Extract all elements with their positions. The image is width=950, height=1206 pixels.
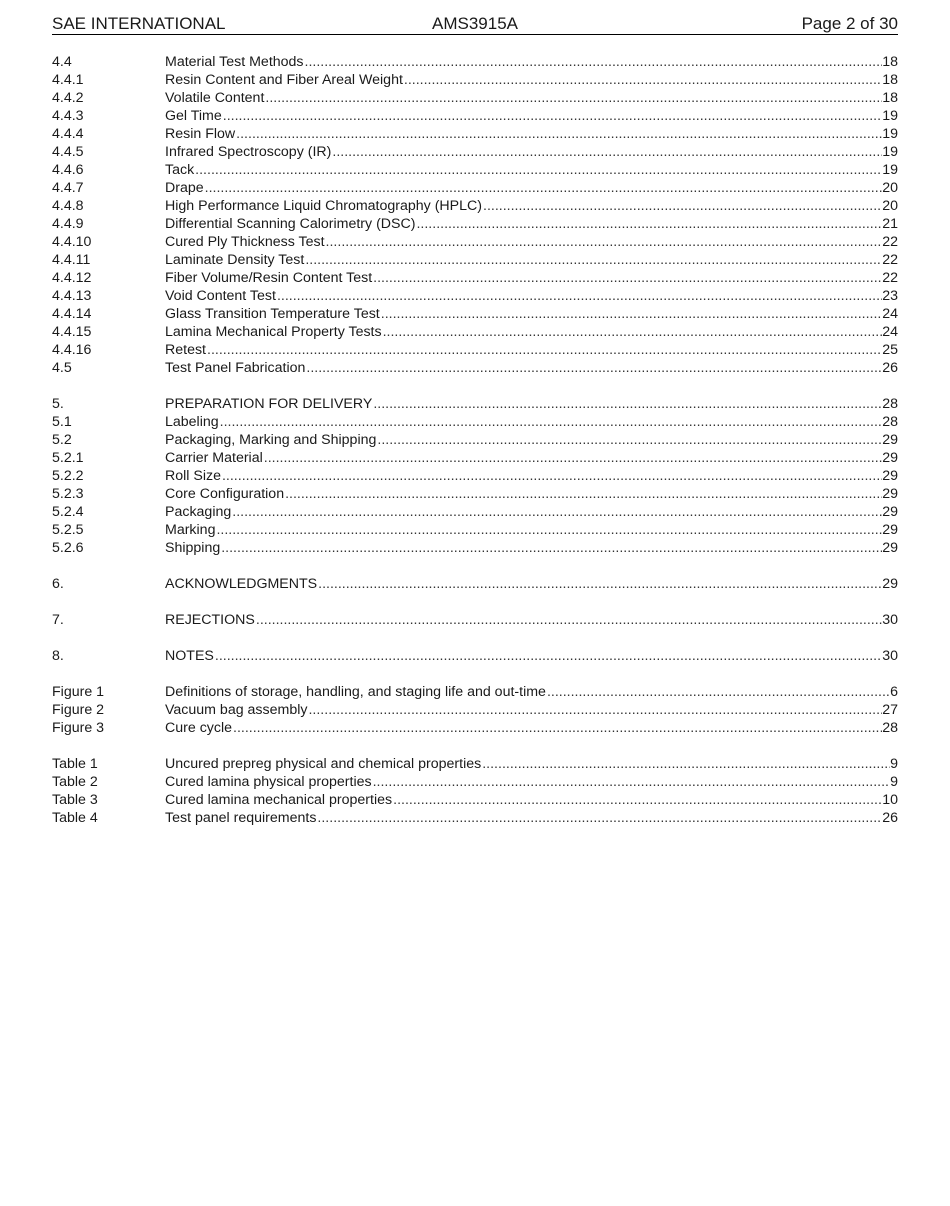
toc-entry-page: 19	[882, 108, 898, 124]
dot-leader	[222, 107, 882, 125]
toc-entry-page: 10	[882, 792, 898, 808]
toc-entry-title: Marking	[165, 522, 216, 538]
toc-entry-number: 5.2.2	[52, 468, 84, 484]
toc-entry-page: 29	[882, 576, 898, 592]
toc-entry[interactable]	[52, 269, 898, 287]
toc-group	[52, 611, 898, 629]
header-org: SAE INTERNATIONAL	[52, 14, 226, 33]
toc-entry-number: Figure 3	[52, 720, 105, 736]
toc-entry-page: 9	[890, 756, 898, 772]
toc-entry[interactable]	[52, 179, 898, 197]
toc-entry-title: Cured lamina mechanical properties	[165, 792, 393, 808]
header-doc-number: AMS3915A	[432, 14, 518, 33]
toc-entry-body	[165, 359, 898, 377]
toc-entry-body	[165, 539, 898, 557]
toc-entry-body	[165, 269, 898, 287]
toc-entry-number: 4.4	[52, 54, 72, 70]
toc-entry-title: Shipping	[165, 540, 221, 556]
toc-entry-page: 30	[882, 612, 898, 628]
dot-leader	[546, 683, 890, 701]
dot-leader	[284, 485, 882, 503]
toc-entry[interactable]	[52, 341, 898, 359]
toc-entry-body	[165, 179, 898, 197]
dot-leader	[317, 575, 882, 593]
toc-entry-title: Differential Scanning Calorimetry (DSC)	[165, 216, 416, 232]
toc-entry-page: 19	[882, 162, 898, 178]
toc-entry-page: 29	[882, 450, 898, 466]
toc-entry-body	[165, 233, 898, 251]
toc-entry[interactable]	[52, 611, 898, 629]
toc-entry-body	[165, 53, 898, 71]
dot-leader	[307, 701, 882, 719]
toc-entry-body	[165, 791, 898, 809]
toc-entry-body	[165, 647, 898, 665]
toc-entry[interactable]	[52, 503, 898, 521]
toc-entry-body	[165, 755, 898, 773]
toc-entry[interactable]	[52, 485, 898, 503]
toc-entry[interactable]	[52, 305, 898, 323]
dot-leader	[305, 359, 882, 377]
toc-entry-page: 30	[882, 648, 898, 664]
toc-entry-page: 25	[882, 342, 898, 358]
toc-entry-title: REJECTIONS	[165, 612, 255, 628]
toc-entry-title: Cured Ply Thickness Test	[165, 234, 325, 250]
toc-entry-number: Table 3	[52, 792, 98, 808]
dot-leader	[276, 287, 882, 305]
toc-entry-body	[165, 395, 898, 413]
dot-leader	[380, 305, 882, 323]
toc-entry-number: 6.	[52, 576, 64, 592]
toc-entry-page: 19	[882, 144, 898, 160]
toc-entry[interactable]	[52, 53, 898, 71]
toc-entry[interactable]	[52, 287, 898, 305]
toc-entry-page: 26	[882, 810, 898, 826]
toc-entry-number: Figure 1	[52, 684, 105, 700]
toc-entry[interactable]	[52, 431, 898, 449]
dot-leader	[232, 719, 882, 737]
dot-leader	[215, 521, 882, 539]
toc-entry-page: 29	[882, 486, 898, 502]
toc-entry-title: Carrier Material	[165, 450, 263, 466]
toc-group	[52, 575, 898, 593]
toc-entry-number: 8.	[52, 648, 64, 664]
toc-entry[interactable]	[52, 215, 898, 233]
toc-entry-number: 4.4.14	[52, 306, 92, 322]
toc-entry-title: Resin Flow	[165, 126, 236, 142]
toc-entry[interactable]	[52, 107, 898, 125]
toc-entry-page: 22	[882, 270, 898, 286]
toc-entry-body	[165, 251, 898, 269]
dot-leader	[206, 341, 882, 359]
toc-entry-body	[165, 323, 898, 341]
toc-entry-body	[165, 413, 898, 431]
toc-entry-body	[165, 467, 898, 485]
toc-group	[52, 683, 898, 737]
dot-leader	[219, 413, 883, 431]
toc-entry-page: 28	[882, 414, 898, 430]
toc-entry-number: 4.4.13	[52, 288, 92, 304]
toc-entry-page: 19	[882, 126, 898, 142]
toc-entry-title: Void Content Test	[165, 288, 276, 304]
toc-entry[interactable]	[52, 71, 898, 89]
page-header	[52, 13, 898, 35]
toc-entry-page: 29	[882, 432, 898, 448]
toc-entry-body	[165, 521, 898, 539]
toc-entry[interactable]	[52, 467, 898, 485]
toc-entry[interactable]	[52, 719, 898, 737]
toc-entry-title: Vacuum bag assembly	[165, 702, 308, 718]
dot-leader	[194, 161, 882, 179]
toc-entry-body	[165, 575, 898, 593]
toc-entry-title: Test panel requirements	[165, 810, 317, 826]
toc-entry-number: Table 2	[52, 774, 98, 790]
toc-entry-number: 4.4.8	[52, 198, 84, 214]
toc-entry-title: Lamina Mechanical Property Tests	[165, 324, 382, 340]
dot-leader	[325, 233, 883, 251]
toc-entry-number: 5.2.1	[52, 450, 84, 466]
toc-group	[52, 53, 898, 377]
toc-entry-title: Definitions of storage, handling, and staging life and out-time	[165, 684, 546, 700]
toc-entry-number: 4.4.12	[52, 270, 92, 286]
toc-entry-body	[165, 305, 898, 323]
toc-entry[interactable]	[52, 197, 898, 215]
toc-entry-number: 5.1	[52, 414, 72, 430]
toc-entry-title: ACKNOWLEDGMENTS	[165, 576, 318, 592]
toc-entry-title: Gel Time	[165, 108, 222, 124]
toc-entry-page: 18	[882, 90, 898, 106]
toc-group	[52, 395, 898, 557]
toc-entry[interactable]	[52, 809, 898, 827]
toc-entry[interactable]	[52, 647, 898, 665]
toc-entry[interactable]	[52, 395, 898, 413]
toc-entry[interactable]	[52, 251, 898, 269]
toc-entry[interactable]	[52, 89, 898, 107]
dot-leader	[372, 269, 882, 287]
toc-entry-body	[165, 143, 898, 161]
toc-entry-title: Volatile Content	[165, 90, 265, 106]
toc-entry[interactable]	[52, 575, 898, 593]
toc-entry-title: Roll Size	[165, 468, 221, 484]
toc-entry-body	[165, 215, 898, 233]
toc-entry-title: Fiber Volume/Resin Content Test	[165, 270, 373, 286]
toc-group	[52, 755, 898, 827]
toc-entry-page: 29	[882, 468, 898, 484]
toc-entry-number: 7.	[52, 612, 64, 628]
dot-leader	[231, 503, 882, 521]
toc-entry-number: Table 1	[52, 756, 98, 772]
toc-entry-page: 20	[882, 198, 898, 214]
toc-entry[interactable]	[52, 701, 898, 719]
toc-entry-body	[165, 341, 898, 359]
toc-entry-body	[165, 683, 898, 701]
dot-leader	[403, 71, 882, 89]
toc-entry-title: High Performance Liquid Chromatography (HPLC)	[165, 198, 482, 214]
toc-entry-page: 28	[882, 720, 898, 736]
dot-leader	[214, 647, 882, 665]
toc-entry-page: 29	[882, 522, 898, 538]
toc-entry[interactable]	[52, 449, 898, 467]
dot-leader	[221, 467, 882, 485]
toc-entry-page: 6	[890, 684, 898, 700]
toc-entry-body	[165, 809, 898, 827]
toc-entry[interactable]	[52, 161, 898, 179]
dot-leader	[392, 791, 882, 809]
toc-entry[interactable]	[52, 125, 898, 143]
toc-entry-title: NOTES	[165, 648, 214, 664]
toc-entry-page: 29	[882, 540, 898, 556]
toc-entry-title: PREPARATION FOR DELIVERY	[165, 396, 373, 412]
toc-entry-title: Packaging, Marking and Shipping	[165, 432, 377, 448]
toc-entry-body	[165, 89, 898, 107]
toc-entry-body	[165, 431, 898, 449]
toc-entry-body	[165, 485, 898, 503]
toc-entry-number: 4.4.16	[52, 342, 92, 358]
toc-entry-page: 23	[882, 288, 898, 304]
table-of-contents	[52, 53, 898, 827]
toc-entry-title: Drape	[165, 180, 204, 196]
dot-leader	[331, 143, 882, 161]
toc-entry[interactable]	[52, 773, 898, 791]
toc-entry-number: 5.	[52, 396, 64, 412]
toc-entry-title: Laminate Density Test	[165, 252, 305, 268]
toc-entry[interactable]	[52, 323, 898, 341]
toc-entry[interactable]	[52, 233, 898, 251]
toc-entry-number: Table 4	[52, 810, 98, 826]
toc-entry-number: 4.4.6	[52, 162, 84, 178]
toc-entry-number: 5.2.4	[52, 504, 84, 520]
toc-entry-number: 4.4.15	[52, 324, 92, 340]
toc-entry-number: 4.5	[52, 360, 72, 376]
toc-entry-page: 18	[882, 54, 898, 70]
toc-entry-title: Uncured prepreg physical and chemical properties	[165, 756, 482, 772]
toc-entry-number: 4.4.4	[52, 126, 84, 142]
toc-entry-page: 29	[882, 504, 898, 520]
toc-entry-body	[165, 125, 898, 143]
toc-entry[interactable]	[52, 521, 898, 539]
toc-entry-number: 4.4.10	[52, 234, 92, 250]
dot-leader	[482, 197, 882, 215]
toc-group	[52, 647, 898, 665]
toc-entry-title: Resin Content and Fiber Areal Weight	[165, 72, 403, 88]
toc-entry-page: 24	[882, 306, 898, 322]
toc-entry-title: Retest	[165, 342, 207, 358]
toc-entry[interactable]	[52, 143, 898, 161]
toc-entry-page: 24	[882, 324, 898, 340]
toc-entry-body	[165, 449, 898, 467]
toc-entry-number: 5.2	[52, 432, 72, 448]
toc-entry-title: Material Test Methods	[165, 54, 304, 70]
toc-entry-title: Tack	[165, 162, 195, 178]
toc-entry-page: 22	[882, 252, 898, 268]
toc-entry-page: 28	[882, 396, 898, 412]
dot-leader	[204, 179, 883, 197]
toc-entry[interactable]	[52, 683, 898, 701]
toc-entry-number: 5.2.3	[52, 486, 84, 502]
toc-entry-page: 22	[882, 234, 898, 250]
toc-entry[interactable]	[52, 539, 898, 557]
toc-entry-title: Infrared Spectroscopy (IR)	[165, 144, 332, 160]
toc-entry-number: 5.2.6	[52, 540, 84, 556]
toc-entry-number: 4.4.7	[52, 180, 84, 196]
toc-entry-number: 4.4.1	[52, 72, 84, 88]
toc-entry-title: Glass Transition Temperature Test	[165, 306, 380, 322]
dot-leader	[263, 449, 882, 467]
toc-entry-page: 18	[882, 72, 898, 88]
dot-leader	[220, 539, 882, 557]
toc-entry-body	[165, 107, 898, 125]
toc-entry-number: 4.4.2	[52, 90, 84, 106]
toc-entry-body	[165, 71, 898, 89]
toc-entry-body	[165, 287, 898, 305]
toc-entry-number: 4.4.9	[52, 216, 84, 232]
toc-entry-body	[165, 161, 898, 179]
dot-leader	[376, 431, 882, 449]
toc-entry[interactable]	[52, 755, 898, 773]
dot-leader	[255, 611, 882, 629]
toc-entry-title: Cured lamina physical properties	[165, 774, 372, 790]
toc-entry-body	[165, 611, 898, 629]
toc-entry-number: 4.4.5	[52, 144, 84, 160]
dot-leader	[304, 251, 882, 269]
dot-leader	[316, 809, 882, 827]
dot-leader	[264, 89, 882, 107]
toc-entry-number: Figure 2	[52, 702, 105, 718]
toc-entry-page: 20	[882, 180, 898, 196]
header-page-label: Page 2 of 30	[801, 14, 898, 33]
toc-entry-number: 4.4.11	[52, 252, 91, 268]
toc-entry-body	[165, 503, 898, 521]
toc-entry-title: Packaging	[165, 504, 232, 520]
toc-entry-title: Core Configuration	[165, 486, 285, 502]
toc-entry-body	[165, 719, 898, 737]
dot-leader	[481, 755, 890, 773]
toc-entry-page: 27	[882, 702, 898, 718]
toc-entry[interactable]	[52, 791, 898, 809]
toc-entry-body	[165, 773, 898, 791]
toc-entry-body	[165, 197, 898, 215]
toc-entry-title: Labeling	[165, 414, 219, 430]
dot-leader	[382, 323, 883, 341]
toc-entry-title: Cure cycle	[165, 720, 233, 736]
dot-leader	[304, 53, 883, 71]
dot-leader	[372, 395, 882, 413]
toc-entry-body	[165, 701, 898, 719]
dot-leader	[235, 125, 882, 143]
toc-entry[interactable]	[52, 359, 898, 377]
toc-entry-number: 4.4.3	[52, 108, 84, 124]
toc-entry-page: 9	[890, 774, 898, 790]
toc-entry-title: Test Panel Fabrication	[165, 360, 306, 376]
toc-entry[interactable]	[52, 413, 898, 431]
toc-entry-number: 5.2.5	[52, 522, 84, 538]
dot-leader	[372, 773, 891, 791]
dot-leader	[415, 215, 882, 233]
toc-entry-page: 26	[882, 360, 898, 376]
toc-entry-page: 21	[882, 216, 898, 232]
